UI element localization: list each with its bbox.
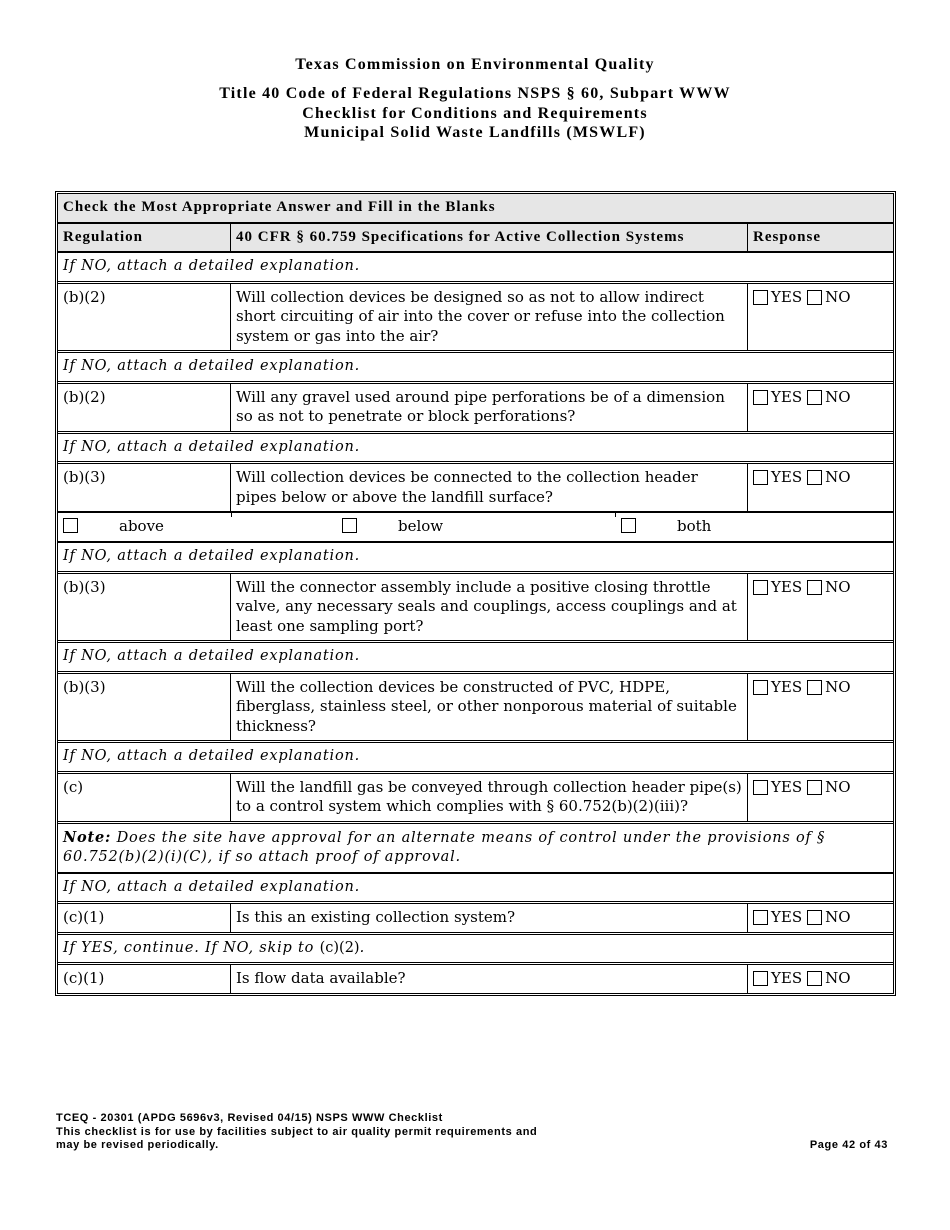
regulation-ref: (c) [58, 774, 231, 821]
yes-checkbox[interactable] [753, 470, 768, 485]
yes-label: YES [771, 677, 803, 696]
below-label: below [398, 516, 444, 535]
yes-label: YES [771, 387, 803, 406]
footer-usage-note: This checklist is for use by facilities subject to air quality permit requirements and [56, 1125, 538, 1138]
continue-note-end: . [359, 939, 366, 956]
no-label: NO [825, 969, 851, 987]
yes-label: YES [771, 577, 803, 596]
question-row [58, 281, 893, 351]
question-row [58, 671, 893, 741]
no-label: NO [825, 387, 851, 406]
no-checkbox[interactable] [807, 780, 822, 795]
regulation-ref: (b)(3) [58, 464, 231, 511]
document-header [0, 55, 950, 143]
footer-form-id: TCEQ - 20301 (APDG 5696v3, Revised 04/15) NSPS WWW Checklist [56, 1112, 443, 1124]
form-title-row [58, 194, 893, 222]
question-text: Will collection devices be designed so as not to allow indirect short circuiting of air into the cover or refuse into the collection system or gas into the air? [231, 284, 748, 351]
column-header-row [58, 222, 893, 252]
explanation-note: If NO, attach a detailed explanation. [63, 358, 361, 374]
question-text: Is this an existing collection system? [231, 904, 748, 932]
question-text: Will the landfill gas be conveyed through collection header pipe(s) to a control system which complies with § 60.752(b)(2)(iii)? [231, 774, 748, 821]
title-line-3: Municipal Solid Waste Landfills (MSWLF) [304, 124, 646, 141]
spec-column-header: 40 CFR § 60.759 Specifications for Active Collection Systems [231, 224, 748, 252]
footer-revision-note: may be revised periodically. [56, 1139, 219, 1151]
yes-checkbox[interactable] [753, 390, 768, 405]
yes-checkbox[interactable] [753, 910, 768, 925]
agency-name: Texas Commission on Environmental Quality [295, 56, 655, 73]
explanation-note: If NO, attach a detailed explanation. [63, 878, 361, 895]
position-choice-row [58, 511, 893, 541]
both-choice [621, 516, 712, 535]
note-label: Note: [63, 828, 112, 846]
yes-label: YES [771, 969, 803, 987]
question-text: Will the collection devices be constructed of PVC, HDPE, fiberglass, stainless steel, or other nonporous material of suitable thickness? [231, 674, 748, 741]
note-text: Does the site have approval for an alternate means of control under the provisions of § 60.752(b)(2)(i)(C), if so attach proof of approval. [63, 829, 826, 865]
yes-no-response [753, 778, 888, 798]
title-line-2: Checklist for Conditions and Requirements [302, 104, 648, 122]
regulation-column-header: Regulation [58, 224, 231, 252]
question-row [58, 962, 893, 993]
explanation-note: If NO, attach a detailed explanation. [63, 748, 361, 764]
regulation-ref: (b)(3) [58, 674, 231, 741]
above-checkbox[interactable] [63, 518, 78, 533]
question-row [58, 571, 893, 641]
both-checkbox[interactable] [621, 518, 636, 533]
yes-no-response [753, 468, 888, 488]
question-text: Is flow data available? [231, 965, 748, 993]
both-label: both [677, 516, 712, 535]
explanation-note-row [58, 251, 893, 281]
no-label: NO [825, 468, 851, 486]
question-text: Will collection devices be connected to the collection header pipes below or above the landfill surface? [231, 464, 748, 511]
page-number: Page 42 of 43 [809, 1139, 888, 1151]
response-column-header: Response [753, 228, 822, 245]
yes-no-response [753, 288, 888, 308]
no-label: NO [825, 287, 851, 306]
approval-note-row [58, 821, 893, 872]
no-checkbox[interactable] [807, 680, 822, 695]
form-title: Check the Most Appropriate Answer and Fill in the Blanks [63, 199, 496, 215]
regulation-ref: (b)(3) [58, 574, 231, 641]
question-row [58, 461, 893, 511]
yes-no-response [753, 969, 888, 989]
yes-no-response [753, 678, 888, 698]
yes-label: YES [771, 908, 803, 926]
no-checkbox[interactable] [807, 910, 822, 925]
continue-note-text: If YES, continue. If NO, skip to [63, 939, 315, 956]
explanation-note-row [58, 640, 893, 671]
yes-label: YES [771, 468, 803, 486]
explanation-note-row [58, 872, 893, 902]
question-text: Will the connector assembly include a positive closing throttle valve, any necessary seals and couplings, access couplings and at least one sampling port? [231, 574, 748, 641]
no-label: NO [825, 908, 851, 926]
continue-note-ref: (c)(2) [319, 939, 360, 956]
no-label: NO [825, 577, 851, 596]
yes-no-response [753, 388, 888, 408]
explanation-note-row [58, 431, 893, 462]
explanation-note: If NO, attach a detailed explanation. [63, 548, 361, 564]
question-row [58, 771, 893, 821]
continue-note [58, 935, 893, 963]
yes-no-response [753, 908, 888, 928]
no-checkbox[interactable] [807, 290, 822, 305]
explanation-note-row [58, 350, 893, 381]
regulation-ref: (c)(1) [58, 904, 231, 932]
approval-note [58, 824, 893, 872]
no-checkbox[interactable] [807, 390, 822, 405]
yes-checkbox[interactable] [753, 680, 768, 695]
regulation-ref: (b)(2) [58, 384, 231, 431]
explanation-note: If NO, attach a detailed explanation. [63, 648, 361, 664]
yes-label: YES [771, 777, 803, 796]
no-label: NO [825, 777, 851, 796]
no-checkbox[interactable] [807, 470, 822, 485]
yes-label: YES [771, 287, 803, 306]
above-choice [63, 516, 164, 535]
below-choice [342, 516, 444, 535]
yes-checkbox[interactable] [753, 580, 768, 595]
regulation-ref: (c)(1) [58, 965, 231, 993]
explanation-note-row [58, 541, 893, 571]
explanation-note: If NO, attach a detailed explanation. [63, 258, 361, 274]
title-line-1: Title 40 Code of Federal Regulations NSPS § 60, Subpart WWW [219, 85, 731, 102]
regulation-ref: (b)(2) [58, 284, 231, 351]
document-footer [56, 1112, 888, 1153]
question-text: Will any gravel used around pipe perforations be of a dimension so as not to penetrate or block perforations? [231, 384, 748, 431]
yes-checkbox[interactable] [753, 971, 768, 986]
explanation-note-row [58, 740, 893, 771]
yes-checkbox[interactable] [753, 780, 768, 795]
question-row [58, 901, 893, 932]
checklist-form [55, 191, 896, 996]
below-checkbox[interactable] [342, 518, 357, 533]
no-checkbox[interactable] [807, 580, 822, 595]
continue-note-row [58, 932, 893, 963]
no-checkbox[interactable] [807, 971, 822, 986]
explanation-note: If NO, attach a detailed explanation. [63, 438, 361, 455]
above-label: above [119, 516, 164, 535]
no-label: NO [825, 677, 851, 696]
yes-checkbox[interactable] [753, 290, 768, 305]
question-row [58, 381, 893, 431]
yes-no-response [753, 578, 888, 598]
